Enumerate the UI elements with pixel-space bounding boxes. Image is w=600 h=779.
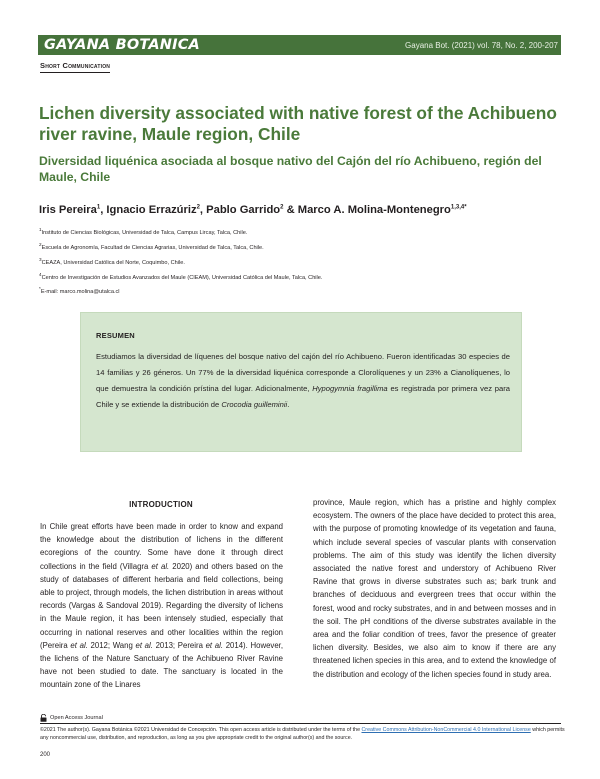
affiliation-text: Instituto de Ciencias Biológicas, Universidad de Talca, Campus Lircay, Talca, Chile. [41, 229, 248, 236]
body-text: 2012; Wang [87, 640, 136, 650]
footer-divider [40, 723, 561, 724]
author-separator: , [100, 204, 107, 216]
author-affiliation-mark: 2 [280, 204, 284, 211]
affiliation-number: 1 [39, 227, 42, 232]
species-name: Crocodia guilleminii [221, 400, 288, 409]
affiliation-text: CEAZA, Universidad Católica del Norte, Coquimbo, Chile. [41, 259, 185, 266]
introduction-column-left [40, 520, 283, 692]
affiliation-number: 4 [39, 271, 42, 277]
body-text: 2013; Pereira [152, 640, 206, 650]
abstract-text-part: . [287, 400, 290, 409]
section-label: Short Communication [40, 61, 110, 73]
author-list [39, 203, 569, 217]
citation-et-al: et al. [205, 640, 224, 650]
article-title: Lichen diversity associated with native forest of the Achibueno river ravine, Maule region, Chile [39, 103, 557, 144]
body-text: 2020) and others based on the study of databases of different herbaria and field collections, being able to project, through models, the lichen distribution in areas without records (Vargas & Sandoval 2019). Regarding the diversity of lichens in the Maule region, it has been intensely studied, especially that occurring in national reserves and other localities within the region (Pereira [40, 561, 284, 650]
page-number: 200 [40, 752, 51, 758]
affiliation-item [39, 283, 559, 298]
affiliation-item [39, 254, 559, 269]
citation-et-al: et al. [135, 640, 153, 650]
introduction-column-right: province, Maule region, which has a pristine and highly complex ecosystem. The owners of the place have decided to protect this area, with the purpose of promoting knowledge of its vegetation and fauna, which include several species of vascular plants with conservation problems. The aim of this study was identify the lichen diversity associated the native forest and understory of Achibueno River Ravine that grows in diverse substrates such as; bark trunk and branches of deciduous and evergreen trees that occur within the forest, wood and rocky substrates, and in and between mosses and in the soil. The pH conditions of the diverse substrates available in the area and the foliar condition of trees, favor the presence of greater lichen diversity. Besides, we also aim to know if there are any threatened lichen species in this area, and to extend the knowledge of the distribution and ecology of the lichen species found in study area. [313, 498, 556, 679]
article-subtitle: Diversidad liquénica asociada al bosque nativo del Cajón del río Achibueno, región del Maule, Chile [39, 154, 542, 184]
author-name: Marco A. Molina-Montenegro [297, 204, 451, 216]
affiliation-item [39, 239, 559, 254]
abstract-text-part: Estudiamos la diversidad de líquenes del bosque nativo del cajón del río Achibueno. Fueron identificadas 30 especies de 14 familias y 26 géneros. Un 77% de la diversidad liquénica corresponde a Clorolíquenes y un 23% a Cianolíquenes, lo que demuestra la condición prístina del lugar. Adicionalmente, [96, 352, 510, 393]
species-name: Hypogymnia fragillima [312, 384, 388, 393]
affiliation-number: 3 [39, 256, 42, 262]
citation-et-al: et al. [151, 561, 170, 571]
journal-citation: Gayana Bot. (2021) vol. 78, No. 2, 200-207 [405, 41, 558, 50]
open-access-lock-icon [40, 714, 47, 722]
body-text: 2014). However, the lichens of the Nature Sanctuary of the Achibueno River Ravine have not been studied to date. The sanctuary is located in the mountain zone of the Linares [40, 640, 283, 690]
contact-email: E-mail: marco.molina@utalca.cl [40, 289, 120, 296]
introduction-heading: INTRODUCTION [129, 500, 193, 509]
author-affiliation-mark: 1 [96, 204, 101, 211]
license-text: ©2021 The author(s). Gayana Botánica ©2021 Universidad de Concepción. This open access article is distributed under the terms of the [40, 727, 362, 733]
author-name: Iris Pereira [39, 204, 97, 216]
affiliation-item [39, 224, 559, 239]
affiliation-text: Centro de Investigación de Estudios Avanzados del Maule (CIEAM), Universidad Católica del Maule, Talca, Chile. [41, 274, 323, 281]
journal-name: GAYANA BOTANICA [44, 37, 200, 53]
abstract-text-part: es registrada por primera vez para Chile y se extiende la distribución de [96, 384, 510, 409]
license-text: which permits any noncommercial use, distribution, and reproduction, as long as you give appropriate credit to the original author(s) and the source. [40, 727, 565, 741]
affiliation-text: Escuela de Agronomía, Facultad de Ciencias Agrarias, Universidad de Talca, Talca, Chile. [41, 244, 264, 251]
body-text: In Chile great efforts have been made in order to know and expand the knowledge about the distribution of lichens in the different ecoregions of the country. Some have done it through direct collections in the field (Villagra [40, 522, 283, 571]
license-link[interactable]: Creative Commons Attribution-NonCommercial 4.0 International License [361, 727, 531, 733]
author-affiliation-mark: 1,3,4* [450, 204, 467, 211]
citation-et-al: et al. [70, 640, 88, 650]
license-statement [40, 726, 565, 742]
open-access-label: Open Access Journal [50, 715, 103, 721]
author-name: Ignacio Errazúriz [106, 204, 197, 216]
affiliation-list [39, 224, 559, 298]
affiliation-number: * [39, 286, 41, 292]
author-affiliation-mark: 2 [196, 204, 200, 211]
author-separator: & [283, 204, 298, 216]
affiliation-item [39, 269, 559, 284]
author-name: Pablo Garrido [206, 204, 281, 216]
affiliation-number: 2 [39, 241, 42, 247]
author-separator: , [199, 204, 207, 216]
open-access-note [40, 714, 103, 722]
abstract-heading: RESUMEN [96, 331, 135, 340]
abstract-text [96, 349, 510, 413]
